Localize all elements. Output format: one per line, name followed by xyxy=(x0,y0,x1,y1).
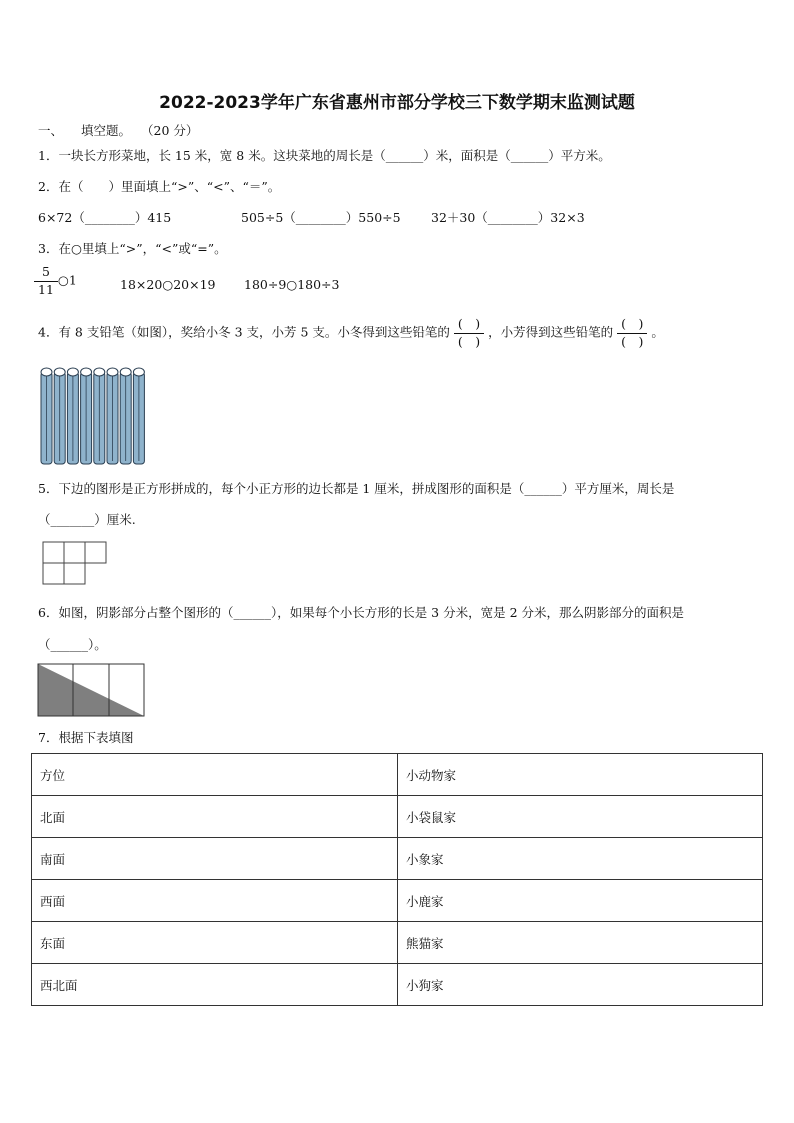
question-5-line-2: （_______）厘米. xyxy=(38,512,136,527)
table-row xyxy=(32,964,763,1006)
answer-fraction-blank xyxy=(617,318,647,348)
section-score: （20 分） xyxy=(141,123,199,138)
table-cell: 西北面 xyxy=(32,964,398,1006)
question-3-prompt: 3．在○里填上“>”，“<”或“=”。 xyxy=(38,241,227,256)
fraction xyxy=(34,266,58,296)
blank-denominator: ( ) xyxy=(457,333,481,349)
pencils-figure xyxy=(38,366,150,468)
fraction-compare: ○1 xyxy=(57,272,77,288)
section-header xyxy=(38,121,198,139)
section-number: 一、 xyxy=(38,123,64,138)
blank-denominator: ( ) xyxy=(621,333,644,349)
question-4 xyxy=(38,318,664,348)
table-cell: 小袋鼠家 xyxy=(398,796,763,838)
table-cell: 小鹿家 xyxy=(398,880,763,922)
fraction-numerator: 5 xyxy=(34,266,58,282)
table-row xyxy=(32,754,763,796)
table-row xyxy=(32,796,763,838)
table-cell: 北面 xyxy=(32,796,398,838)
small-square xyxy=(43,563,64,584)
section-name: 填空题。 xyxy=(81,123,132,138)
pencil xyxy=(133,368,144,464)
table-cell: 方位 xyxy=(32,754,398,796)
shaded-rectangles-figure xyxy=(37,663,147,718)
pencil xyxy=(81,368,92,464)
question-2-item: 505÷5（________）550÷5 xyxy=(241,210,401,225)
table-row xyxy=(32,922,763,964)
table-row xyxy=(32,880,763,922)
blank-numerator: ( ) xyxy=(617,318,647,334)
question-2-item: 32＋30（________）32×3 xyxy=(431,210,585,225)
question-3-fraction-item xyxy=(34,266,77,296)
squares-figure xyxy=(42,541,108,587)
question-3-item: 180÷9○180÷3 xyxy=(244,277,340,292)
small-square xyxy=(64,542,85,563)
direction-table xyxy=(31,753,763,1006)
table-cell: 南面 xyxy=(32,838,398,880)
small-square xyxy=(64,563,85,584)
question-5-line-1: 5．下边的图形是正方形拼成的，每个小正方形的边长都是 1 厘米，拼成图形的面积是（______）平方厘米，周长是 xyxy=(38,481,675,496)
small-square xyxy=(43,542,64,563)
page-title: 2022-2023学年广东省惠州市部分学校三下数学期末监测试题 xyxy=(159,93,635,113)
fraction-denominator: 11 xyxy=(38,281,54,297)
small-square xyxy=(85,542,106,563)
question-7-prompt: 7．根据下表填图 xyxy=(38,730,134,745)
question-4-text-b: ，小芳得到这些铅笔的 xyxy=(488,324,614,340)
table-cell: 西面 xyxy=(32,880,398,922)
pencil xyxy=(54,368,65,464)
pencil xyxy=(67,368,78,464)
question-6-line-2: （______）。 xyxy=(38,637,107,652)
pencil xyxy=(107,368,118,464)
table-cell: 小象家 xyxy=(398,838,763,880)
question-4-text-a: 4．有 8 支铅笔（如图），奖给小冬 3 支，小芳 5 支。小冬得到这些铅笔的 xyxy=(38,324,450,340)
pencil xyxy=(41,368,52,464)
question-2-prompt: 2．在（ ）里面填上“>”、“<”、“＝”。 xyxy=(38,179,281,194)
table-cell: 小狗家 xyxy=(398,964,763,1006)
blank-numerator: ( ) xyxy=(454,318,484,334)
table-cell: 东面 xyxy=(32,922,398,964)
question-1: 1．一块长方形菜地，长 15 米，宽 8 米。这块菜地的周长是（______）米，面积是（______）平方米。 xyxy=(38,148,611,163)
pencil xyxy=(94,368,105,464)
table-cell: 熊猫家 xyxy=(398,922,763,964)
table-cell: 小动物家 xyxy=(398,754,763,796)
question-4-text-c: 。 xyxy=(651,324,664,340)
question-2-item: 6×72（________）415 xyxy=(38,210,172,225)
answer-fraction-blank xyxy=(454,318,484,348)
question-6-line-1: 6．如图，阴影部分占整个图形的（______），如果每个小长方形的长是 3 分米，宽是 2 分米，那么阴影部分的面积是 xyxy=(38,605,685,620)
pencil xyxy=(120,368,131,464)
table-row xyxy=(32,838,763,880)
shaded-triangle xyxy=(38,664,144,716)
question-3-item: 18×20○20×19 xyxy=(120,277,216,292)
